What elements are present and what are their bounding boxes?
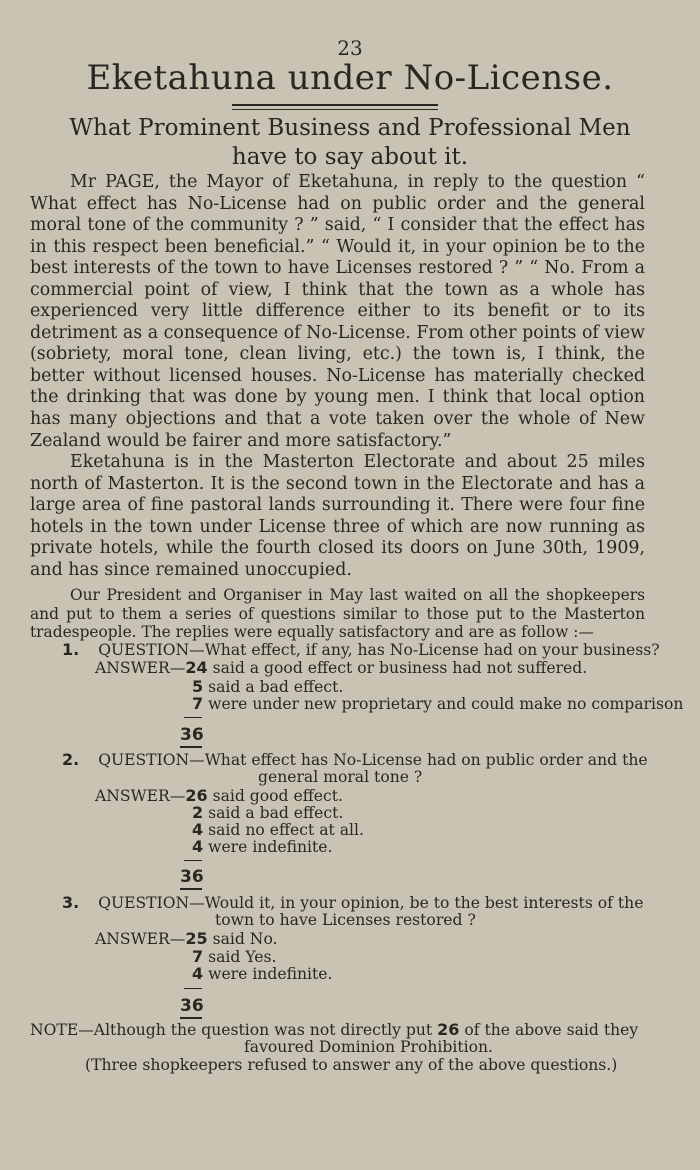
q3-sum-rule — [184, 988, 202, 989]
eketahuna-paragraph: Eketahuna is in the Masterton Electorate and about 25 miles north of Masterton. It is the second town in the Electorate and has a large area of fine pastoral lands surrounding it. There were four fine hotels in the town under License three of which are now running as private hotels, while the fourth closed its doors on June 30th, 1909, and has since remained unoccupied. — [30, 452, 645, 580]
q2-answer-1 — [95, 787, 343, 805]
note-line-1 — [30, 1021, 638, 1039]
q2-answer-2 — [192, 804, 343, 822]
q1-a2-text: said a bad effect. — [208, 678, 344, 696]
q1-answer-prefix: ANSWER— — [95, 659, 186, 677]
page-title: Eketahuna under No-License. — [86, 58, 614, 98]
q3-total-rule — [180, 1017, 202, 1019]
q2-a4-count: 4 — [192, 837, 204, 856]
q1-answer-1 — [95, 659, 587, 677]
q1-line — [62, 641, 660, 659]
q3-answer-2 — [192, 948, 276, 966]
q1-sum-rule — [184, 717, 202, 718]
q1-total: 36 — [180, 725, 204, 745]
q2-total: 36 — [180, 867, 204, 887]
q3-number: 3. — [62, 893, 80, 912]
subtitle — [30, 114, 670, 172]
q1-a1-count: 24 — [185, 658, 208, 677]
subtitle-line-2: have to say about it. — [231, 144, 469, 170]
mayor-paragraph: Mr PAGE, the Mayor of Eketahuna, in reply to the question “ What effect has No-License had on public order and the general moral tone of the community ? ” said, “ I consider that the effect has in this respect been beneficial.” “ Would it, in your opinion be to the best interests of the town to have Licenses restored ? ” “ No. From a commercial point of view, I think that the town as a whole has experienced very little difference either to its benefit or to its detriment as a consequence of No-License. From other points of view (sobriety, moral tone, clean living, etc.) the town is, I think, the better without licensed houses. No-License has materially checked the drinking that was done by young men. I think that local option has many objections and that a vote taken over the whole of New Zealand would be fairer and more satisfactory.” — [30, 172, 645, 451]
q2-answer-prefix: ANSWER— — [95, 787, 186, 805]
q2-a2-count: 2 — [192, 803, 204, 822]
q3-answer-1 — [95, 930, 278, 948]
q2-question-1: QUESTION—What effect has No-License had on public order and the — [98, 751, 648, 769]
q2-answer-3 — [192, 821, 364, 839]
q3-answer-3 — [192, 965, 332, 983]
survey-intro-paragraph: Our President and Organiser in May last waited on all the shopkeepers and put to them a series of questions similar to those put to the Masterton tradespeople. The replies were equally satisfactory and are as follow :— — [30, 586, 645, 641]
q3-a3-count: 4 — [192, 964, 204, 983]
note-line-2: favoured Dominion Prohibition. — [244, 1038, 493, 1056]
note-count: 26 — [437, 1020, 460, 1039]
q2-a4-text: were indefinite. — [208, 838, 333, 856]
q2-answer-4 — [192, 838, 332, 856]
q3-a2-text: said Yes. — [208, 948, 277, 966]
q3-line-1 — [62, 894, 643, 912]
q3-a1-text: said No. — [212, 930, 278, 948]
q2-a2-text: said a bad effect. — [208, 804, 344, 822]
q1-a3-text: were under new proprietary and could make no comparison — [208, 695, 684, 713]
q3-question-1: QUESTION—Would it, in your opinion, be to the best interests of the — [98, 894, 644, 912]
q1-a3-count: 7 — [192, 694, 204, 713]
q2-sum-rule — [184, 860, 202, 861]
subtitle-line-1: What Prominent Business and Professional Men — [69, 115, 631, 141]
q2-total-rule — [180, 888, 202, 890]
q2-a3-text: said no effect at all. — [208, 821, 364, 839]
q3-answer-prefix: ANSWER— — [95, 930, 186, 948]
q2-question-2: general moral tone ? — [258, 768, 423, 786]
survey-intro — [30, 586, 645, 642]
q2-number: 2. — [62, 750, 80, 769]
q1-answer-2 — [192, 678, 343, 696]
q1-answer-3 — [192, 695, 683, 713]
title-rule-thin — [232, 109, 438, 110]
q3-total: 36 — [180, 996, 204, 1016]
q1-question: QUESTION—What effect, if any, has No-License had on your business? — [98, 641, 660, 659]
note-rest: of the above said they — [464, 1021, 639, 1039]
q2-a3-count: 4 — [192, 820, 204, 839]
footer-note: (Three shopkeepers refused to answer any of the above questions.) — [85, 1056, 618, 1074]
q1-a2-count: 5 — [192, 677, 204, 696]
q3-a2-count: 7 — [192, 947, 204, 966]
q3-a1-count: 25 — [185, 929, 208, 948]
q3-a3-text: were indefinite. — [208, 965, 333, 983]
q1-number: 1. — [62, 640, 80, 659]
q1-total-rule — [180, 746, 202, 748]
q2-a1-count: 26 — [185, 786, 208, 805]
q2-line-1 — [62, 751, 648, 769]
page-number: 23 — [337, 36, 363, 60]
q1-a1-text: said a good effect or business had not suffered. — [212, 659, 588, 677]
article-body — [30, 172, 645, 581]
q3-question-2: town to have Licenses restored ? — [215, 911, 476, 929]
title-rule-thick — [232, 104, 438, 106]
note-prefix: NOTE—Although the question was not directly put — [30, 1021, 433, 1039]
q2-a1-text: said good effect. — [212, 787, 343, 805]
